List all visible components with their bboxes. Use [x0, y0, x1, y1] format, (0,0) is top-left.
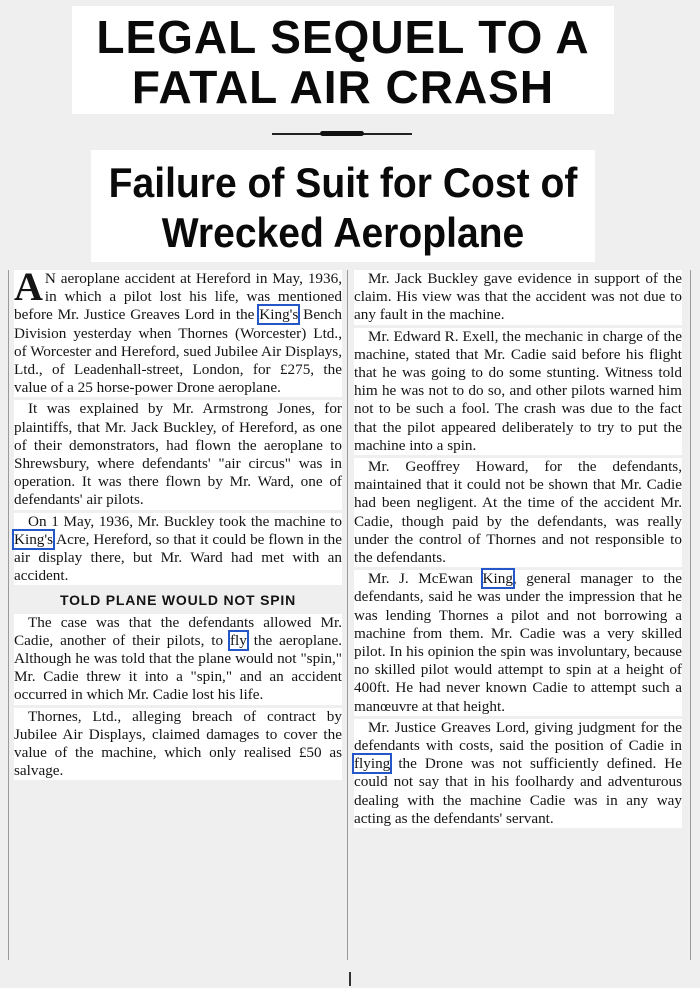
paragraph: [354, 570, 682, 716]
search-highlight: flying: [354, 755, 391, 773]
paragraph: [14, 614, 342, 705]
search-highlight: King's: [259, 306, 299, 324]
paragraph: [14, 513, 342, 586]
headline-main: LEGAL SEQUEL TO A FATAL AIR CRASH: [72, 6, 614, 114]
paragraph-text: the Drone was not sufficiently defined. He could not say that in his foolhardy and adventurous dealing with the machine Cadie was in any way acting as the defendants' servant.: [354, 755, 682, 827]
paragraph-text: N aeroplane accident at Hereford in May, 1936, in which a pilot lost his life, was mentioned before Mr. Justice Greaves Lord in the: [14, 270, 342, 324]
article-column-left: [14, 264, 342, 783]
paragraph-text: Bench Division yesterday when Thornes (Worcester) Ltd., of Worcester and Hereford, sued Jubilee Air Displays, Ltd., of Leadenhall-street, London, for £275, the value of a 25 horse-power Drone aeroplane.: [14, 306, 342, 397]
paragraph-text: On 1 May, 1936, Mr. Buckley took the machine to: [28, 512, 342, 530]
article-column-right: [354, 270, 682, 831]
search-highlight: fly: [229, 631, 247, 649]
search-highlight: King: [482, 570, 513, 588]
paragraph-text: The case was that the defendants allowed Mr. Cadie, another of their pilots, to: [14, 613, 342, 649]
paragraph-text: , general manager to the defendants, said he was under the impression that he was lending Thornes a pilot and not borrowing a machine from them. Mr. Cadie was a very skilled pilot. In his opinion the spin was involuntary, because no skilled pilot would attempt to spin at a height of 400ft. He had never known Cadie to attempt such a manœuvre at that height.: [354, 570, 682, 715]
paragraph: Mr. Jack Buckley gave evidence in support of the claim. His view was that the accident was not due to any fault in the machine.: [354, 270, 682, 324]
headline-sub: Failure of Suit for Cost of Wrecked Aeroplane: [91, 150, 595, 262]
divider-ornament: [320, 131, 364, 136]
column-rule-left: [8, 270, 9, 960]
paragraph-text: Mr. Justice Greaves Lord, giving judgment for the defendants with costs, said the position of Cadie in: [354, 718, 682, 755]
paragraph: Mr. Geoffrey Howard, for the defendants, maintained that it could not be shown that Mr. Cadie had been negligent. At the time of the accident Mr. Cadie, though paid by the defendants, was really under the control of Thornes and not responsible to the defendants.: [354, 458, 682, 567]
subheading: TOLD PLANE WOULD NOT SPIN: [60, 592, 296, 609]
column-rule-middle: [347, 270, 348, 960]
paragraph-text: Mr. J. McEwan: [368, 570, 483, 588]
paragraph: Mr. Edward R. Exell, the mechanic in charge of the machine, stated that Mr. Cadie said before his flight that he was going to do some stunting. Witness told him he was not to do so, and other pilots warned him not to be such a fool. The crash was due to the fact that the pilot appeared deliberately to try to put the machine into a spin.: [354, 327, 682, 454]
paragraph: Thornes, Ltd., alleging breach of contract by Jubilee Air Displays, claimed damages to cover the value of the machine, which only realised £50 as salvage.: [14, 707, 342, 780]
column-rule-right: [690, 270, 691, 960]
paragraph: It was explained by Mr. Armstrong Jones, for plaintiffs, that Mr. Jack Buckley, of Hereford, as one of their demonstrators, had flown the aeroplane to Shrewsbury, where defendants' "air circus" was in operation. It was there flown by Mr. Ward, one of defendants' air pilots.: [14, 400, 342, 509]
page-tick: [349, 972, 351, 986]
search-highlight: King's: [14, 530, 54, 548]
paragraph-intro: [14, 264, 342, 397]
paragraph-text: the aeroplane. Although he was told that the plane would not "spin," Mr. Cadie threw it into a "spin," and an accident occurred in which Mr. Cadie lost his life.: [14, 631, 342, 704]
paragraph: [354, 719, 682, 828]
drop-cap: A: [14, 264, 43, 309]
paragraph-text: Acre, Hereford, so that it could be flown in the air display there, but Mr. Ward had met with an accident.: [14, 530, 342, 585]
